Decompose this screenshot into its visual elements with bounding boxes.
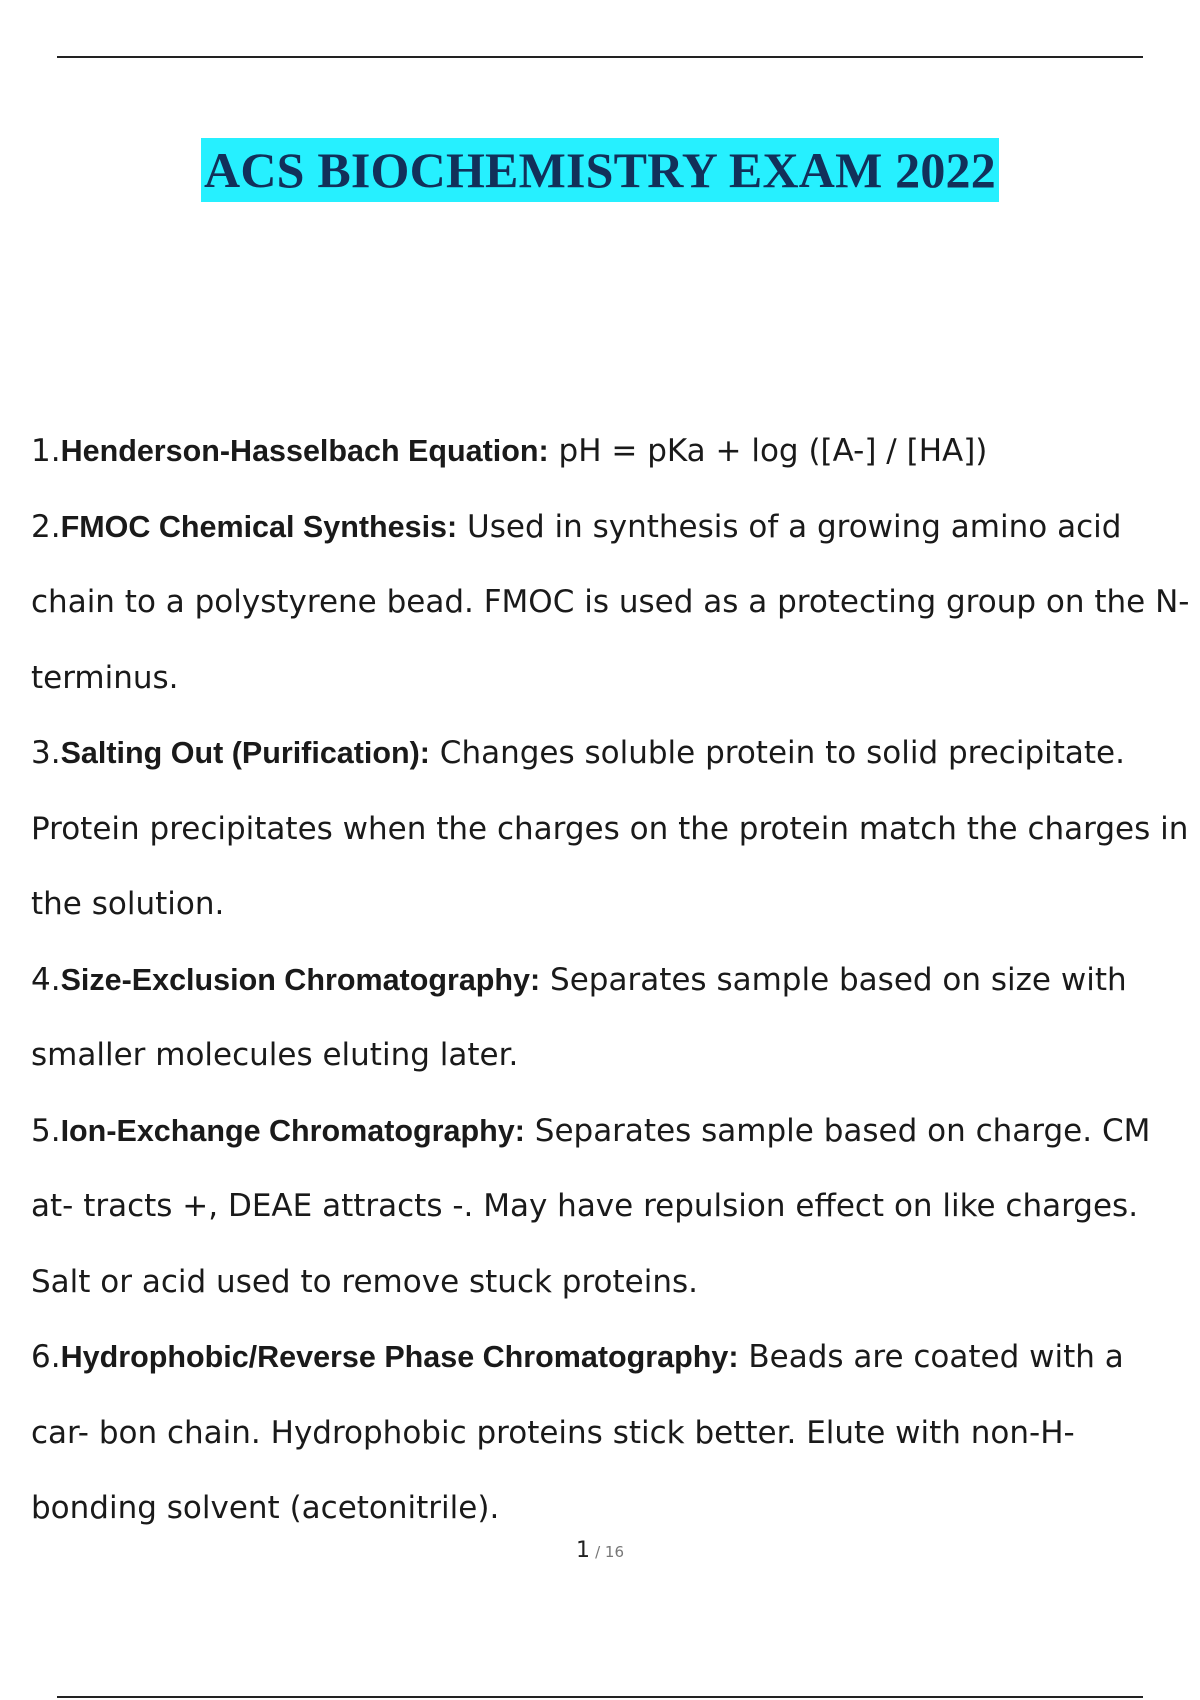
- item-number: 2.: [31, 508, 61, 545]
- list-item: [31, 1320, 1191, 1547]
- item-number: 1.: [31, 433, 61, 469]
- item-definition: Beads are coated with a car- bon chain. Hydrophobic proteins stick better. Elute with non-H-bonding solvent (acetonitrile).: [31, 1339, 1124, 1526]
- item-definition: pH = pKa + log ([A-] / [HA]): [548, 433, 988, 469]
- list-item: [31, 716, 1191, 943]
- item-number: 5.: [31, 1112, 61, 1149]
- item-number: 4.: [31, 961, 61, 998]
- definition-list: [31, 414, 1191, 1547]
- item-number: 3.: [31, 735, 61, 771]
- title-container: [0, 138, 1200, 202]
- item-term: Salting Out (Purification):: [60, 736, 430, 770]
- page-current: 1: [575, 1538, 590, 1563]
- item-term: FMOC Chemical Synthesis:: [60, 509, 458, 544]
- page-number: [0, 1538, 1200, 1563]
- item-definition: Changes soluble protein to solid precipitate. Protein precipitates when the charges on the protein match the charges in the solution.: [31, 735, 1189, 922]
- item-definition: Separates sample based on size with smaller molecules eluting later.: [31, 961, 1127, 1073]
- item-term: Ion-Exchange Chromatography:: [60, 1113, 525, 1148]
- item-term: Hydrophobic/Reverse Phase Chromatography:: [60, 1340, 739, 1374]
- list-item: [31, 943, 1191, 1094]
- item-definition: Separates sample based on charge. CM at- tracts +, DEAE attracts -. May have repulsion effect on like charges. Salt or acid used to remove stuck proteins.: [31, 1112, 1151, 1300]
- bottom-divider: [57, 1696, 1143, 1698]
- item-number: 6.: [31, 1339, 61, 1375]
- item-term: Size-Exclusion Chromatography:: [60, 962, 541, 997]
- top-divider: [57, 56, 1143, 58]
- item-definition: Used in synthesis of a growing amino acid chain to a polystyrene bead. FMOC is used as a protecting group on the N-terminus.: [31, 508, 1190, 696]
- list-item: [31, 414, 1191, 490]
- list-item: [31, 490, 1191, 717]
- item-term: Henderson-Hasselbach Equation:: [60, 434, 549, 468]
- document-title: ACS BIOCHEMISTRY EXAM 2022: [201, 138, 999, 202]
- page-total: / 16: [595, 1543, 624, 1561]
- list-item: [31, 1094, 1191, 1321]
